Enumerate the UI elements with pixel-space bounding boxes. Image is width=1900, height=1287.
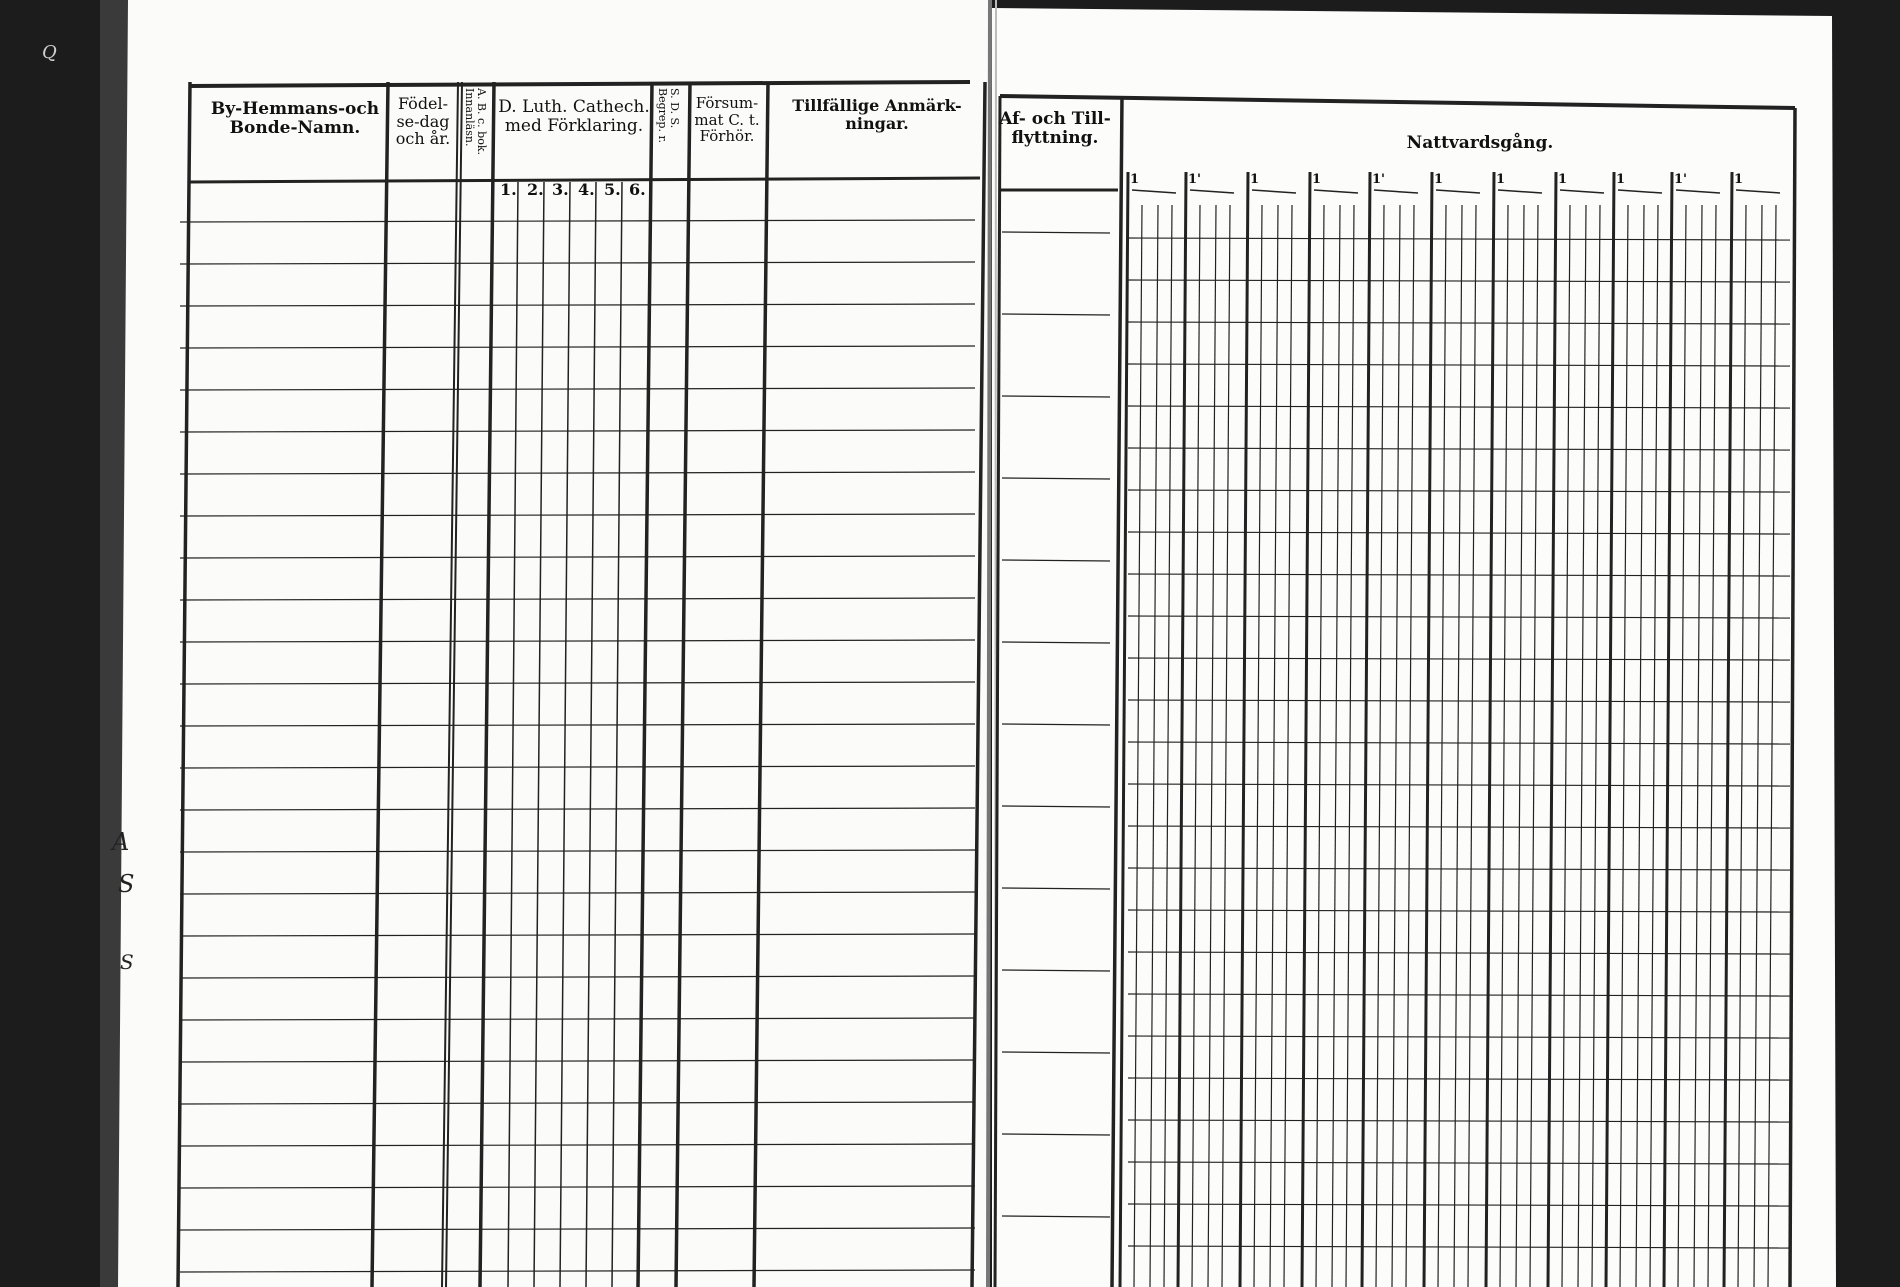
communion-number-4: 1 <box>1312 172 1322 187</box>
header-birth-line1: Födel- <box>397 94 449 113</box>
margin-mark-s2: S <box>120 950 134 974</box>
header-catechism-line1: D. Luth. Cathech. <box>498 97 650 117</box>
header-moving <box>995 110 1115 147</box>
header-names <box>205 100 385 137</box>
header-forsum <box>692 95 762 145</box>
header-forsum-line1: Försum- <box>695 94 759 112</box>
header-birth-line2: se-dag <box>396 111 450 131</box>
catechism-num-6: 6. <box>629 180 646 199</box>
header-sds-line2: Begrep. r. <box>656 88 669 143</box>
header-names-line1: By-Hemmans-och <box>210 99 380 119</box>
catechism-num-4: 4. <box>578 180 595 199</box>
communion-number-8: 1 <box>1558 172 1568 187</box>
header-forsum-line3: Förhör. <box>699 127 755 145</box>
header-sds <box>656 88 680 168</box>
header-moving-line2: flyttning. <box>1011 127 1099 148</box>
header-remarks-line1: Tillfällige Anmärk- <box>792 96 962 115</box>
communion-number-2: 1' <box>1188 172 1202 187</box>
header-forsum-line2: mat C. t. <box>694 110 760 129</box>
header-moving-line1: Af- och Till- <box>999 109 1111 129</box>
header-names-line2: Bonde-Namn. <box>229 117 361 138</box>
communion-number-3: 1 <box>1250 172 1260 187</box>
header-sds-line1: S. D. S. <box>668 88 681 129</box>
catechism-num-2: 2. <box>527 180 544 199</box>
header-birth <box>392 95 454 148</box>
margin-mark-s1: S <box>118 870 135 898</box>
header-catechism <box>496 98 652 135</box>
communion-number-5: 1' <box>1372 172 1386 187</box>
header-remarks-line2: ningar. <box>845 113 909 133</box>
catechism-num-3: 3. <box>552 180 569 199</box>
header-abc <box>463 88 487 173</box>
header-birth-line3: och år. <box>395 129 451 149</box>
header-remarks <box>782 97 972 132</box>
catechism-num-5: 5. <box>604 180 621 199</box>
communion-number-10: 1' <box>1674 172 1688 187</box>
margin-mark-a: A <box>112 828 130 856</box>
communion-number-1: 1 <box>1130 172 1140 187</box>
communion-number-7: 1 <box>1496 172 1506 187</box>
communion-number-11: 1 <box>1734 172 1744 187</box>
communion-number-6: 1 <box>1434 172 1444 187</box>
header-communion: Nattvardsgång. <box>1406 133 1554 153</box>
header-catechism-line2: med Förklaring. <box>504 115 644 136</box>
header-abc-line2: Innanläsn. <box>463 88 476 147</box>
communion-number-9: 1 <box>1616 172 1626 187</box>
catechism-num-1: 1. <box>500 180 517 199</box>
header-abc-line1: A. B. c. bok. <box>475 88 488 155</box>
margin-mark-q: Q <box>42 42 57 63</box>
